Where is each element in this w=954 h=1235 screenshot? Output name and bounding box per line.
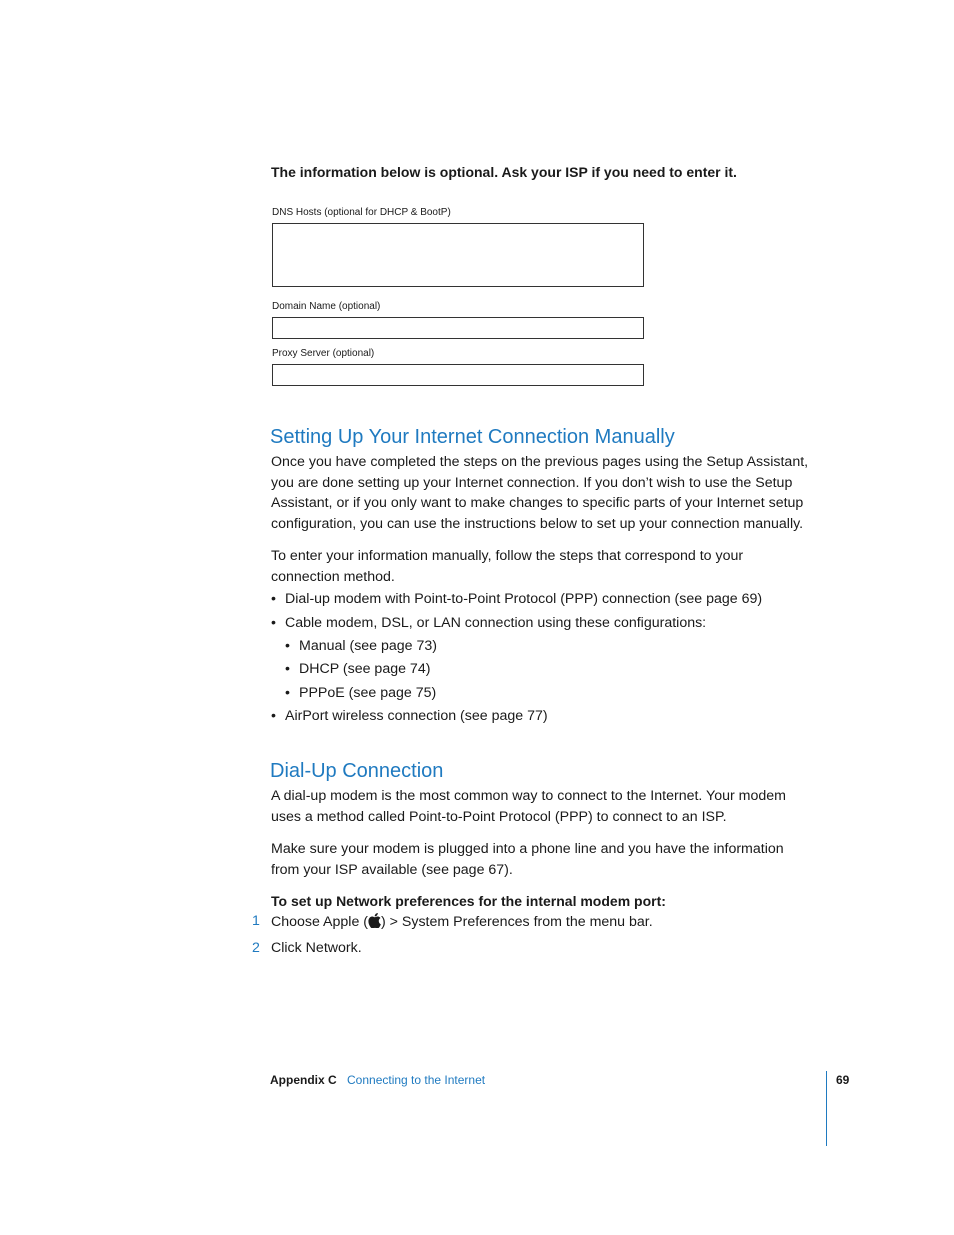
- manual-method-paragraph: [271, 546, 831, 587]
- list-item: [271, 706, 548, 726]
- list-item: [271, 589, 763, 609]
- list-item-text: Manual (see page 73): [299, 638, 438, 654]
- page-number: 69: [836, 1073, 850, 1087]
- footer-appendix-label: Appendix C: [270, 1073, 337, 1087]
- step-text: Choose Apple (: [271, 914, 369, 930]
- text-line: connection method.: [271, 568, 395, 585]
- text-line: configuration, you can use the instructions below to set up your connection manually.: [271, 515, 804, 532]
- step-text: ) > System Preferences from the menu bar.: [381, 914, 653, 930]
- bullet-mark: •: [271, 708, 276, 724]
- bullet-mark: •: [285, 685, 290, 701]
- proxy-server-label: Proxy Server (optional): [272, 348, 375, 359]
- list-item-text: PPPoE (see page 75): [299, 685, 437, 701]
- domain-name-field: [272, 317, 644, 339]
- domain-name-label: Domain Name (optional): [272, 301, 381, 312]
- list-item: [271, 613, 707, 633]
- sub-list-item: [285, 659, 431, 679]
- text-line: Once you have completed the steps on the previous pages using the Setup Assistant,: [271, 454, 809, 470]
- text-line: A dial-up modem is the most common way to connect to the Internet. Your modem: [271, 788, 786, 804]
- dialup-modem-paragraph: [271, 839, 831, 880]
- text-line: To enter your information manually, follow the steps that correspond to your: [271, 548, 744, 564]
- step-text: Click Network.: [271, 940, 362, 956]
- dns-hosts-field: [272, 223, 644, 287]
- proxy-server-field: [272, 364, 644, 386]
- step-number: 2: [252, 940, 260, 956]
- bullet-mark: •: [285, 638, 290, 654]
- bullet-mark: •: [271, 591, 276, 607]
- steps-title: To set up Network preferences for the internal modem port:: [271, 893, 666, 909]
- text-line: uses a method called Point-to-Point Protocol (PPP) to connect to an ISP.: [271, 808, 727, 825]
- footer-divider: [826, 1071, 827, 1146]
- bullet-mark: •: [271, 615, 276, 631]
- list-item-text: DHCP (see page 74): [299, 661, 431, 677]
- apple-logo-icon: [368, 913, 381, 928]
- text-line: Assistant, or if you only want to make changes to specific parts of your Internet setup: [271, 495, 804, 511]
- list-item-text: AirPort wireless connection (see page 77): [285, 708, 548, 724]
- text-line: you are done setting up your Internet connection. If you don’t wish to use the Setup: [271, 474, 793, 491]
- dns-hosts-label: DNS Hosts (optional for DHCP & BootP): [272, 207, 451, 218]
- step-number: 1: [252, 913, 260, 929]
- step-item: [252, 913, 653, 930]
- text-line: Make sure your modem is plugged into a phone line and you have the information: [271, 841, 784, 857]
- sub-list-item: [285, 636, 438, 656]
- section-heading-dialup: Dial-Up Connection: [270, 760, 444, 782]
- list-item-text: Cable modem, DSL, or LAN connection using these configurations:: [285, 615, 707, 631]
- intro-note: The information below is optional. Ask your ISP if you need to enter it.: [271, 164, 737, 180]
- dialup-intro-paragraph: [271, 786, 831, 827]
- list-item-text: Dial-up modem with Point-to-Point Protocol (PPP) connection (see page 69): [285, 591, 763, 607]
- manual-intro-paragraph: [271, 452, 831, 534]
- text-line: from your ISP available (see page 67).: [271, 861, 513, 878]
- section-heading-manual: Setting Up Your Internet Connection Manually: [270, 426, 675, 448]
- footer-chapter-title: Connecting to the Internet: [347, 1073, 486, 1087]
- step-item: [252, 940, 362, 956]
- bullet-mark: •: [285, 661, 290, 677]
- sub-list-item: [285, 683, 437, 703]
